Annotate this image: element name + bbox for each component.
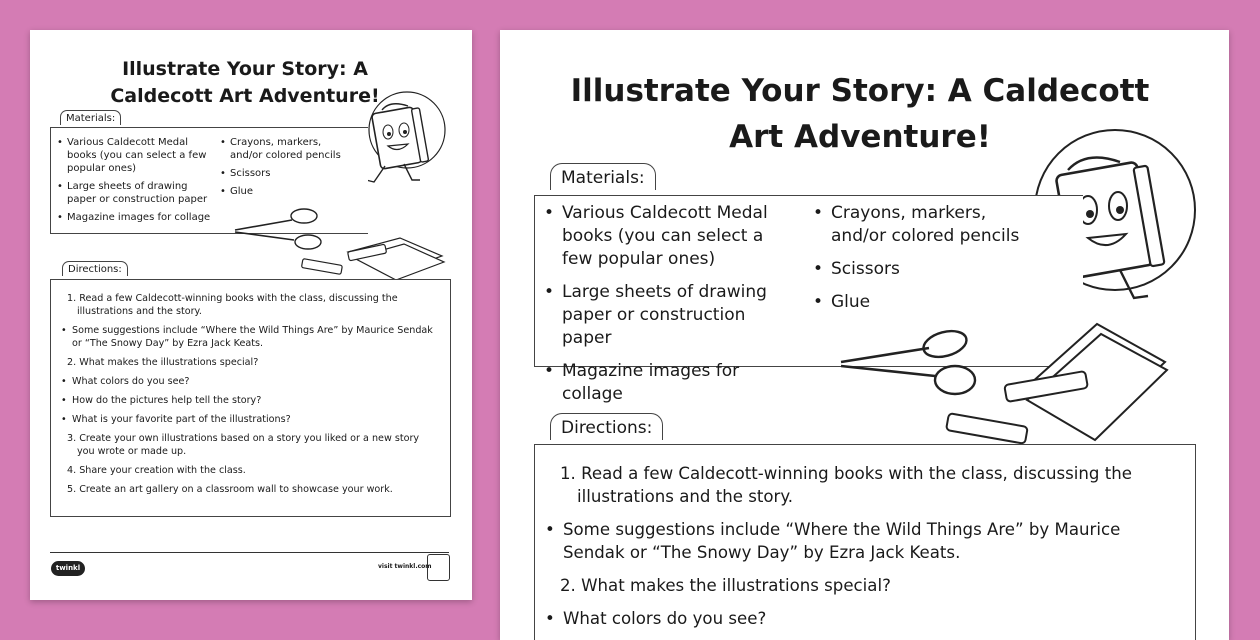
list-item: • What is your favorite part of the illustrations? — [61, 413, 437, 426]
directions-list — [67, 292, 437, 502]
list-item: • Glue — [220, 185, 355, 198]
list-item: • Magazine images for collage — [542, 360, 797, 406]
list-item: • Crayons, markers, and/or colored pencils — [811, 202, 1026, 248]
badge-icon — [427, 554, 450, 581]
worksheet-title: Illustrate Your Story: A Caldecott Art Adventure! — [570, 73, 1150, 155]
materials-label: Materials: — [60, 110, 121, 125]
worksheet-thumbnail — [30, 30, 472, 600]
list-item: • Large sheets of drawing paper or construction paper — [57, 180, 212, 206]
list-item: • Glue — [811, 291, 1026, 314]
book-character-icon — [360, 88, 460, 198]
list-item: • Scissors — [220, 167, 355, 180]
list-item: • Some suggestions include “Where the Wild Things Are” by Maurice Sendak or “The Snowy Day” by Ezra Jack Keats. — [545, 518, 1180, 564]
footer-divider — [50, 552, 449, 553]
art-supplies-icon — [835, 322, 1175, 452]
list-item: 1. Read a few Caldecott-winning books with the class, discussing the illustrations and the story. — [67, 293, 398, 317]
materials-label: Materials: — [550, 163, 656, 190]
materials-list-col2 — [220, 136, 355, 203]
list-item: 2. What makes the illustrations special? — [560, 576, 891, 595]
list-item: • What colors do you see? — [61, 375, 437, 388]
directions-label: Directions: — [62, 261, 128, 276]
list-item: • How do the pictures help tell the story? — [61, 394, 437, 407]
list-item: • Some suggestions include “Where the Wild Things Are” by Maurice Sendak or “The Snowy Day” by Ezra Jack Keats. — [61, 324, 437, 350]
list-item: 4. Share your creation with the class. — [67, 465, 246, 476]
twinkl-logo: twinkl — [51, 561, 85, 576]
list-item: • Large sheets of drawing paper or construction paper — [542, 281, 797, 350]
list-item: 5. Create an art gallery on a classroom wall to showcase your work. — [67, 484, 393, 495]
worksheet-title: Illustrate Your Story: A Caldecott Art Adventure! — [110, 58, 380, 107]
worksheet-detail — [500, 30, 1229, 640]
list-item: • Crayons, markers, and/or colored pencils — [220, 136, 355, 162]
list-item: 1. Read a few Caldecott-winning books with the class, discussing the illustrations and the story. — [560, 464, 1132, 506]
list-item: • Magazine images for collage — [57, 211, 212, 224]
list-item: • Various Caldecott Medal books (you can select a few popular ones) — [542, 202, 797, 271]
materials-list-col2 — [811, 202, 1026, 324]
visit-link-text: visit twinkl.com — [378, 563, 432, 570]
materials-list-col1 — [542, 202, 797, 416]
list-item: • Scissors — [811, 258, 1026, 281]
list-item: 2. What makes the illustrations special? — [67, 357, 259, 368]
directions-list — [560, 462, 1180, 640]
directions-label: Directions: — [550, 413, 663, 440]
list-item: • What colors do you see? — [545, 607, 1180, 630]
list-item: 3. Create your own illustrations based on a story you liked or a new story you wrote or made up. — [67, 433, 420, 457]
materials-list-col1 — [57, 136, 212, 229]
art-supplies-icon — [230, 202, 450, 282]
list-item: • Various Caldecott Medal books (you can select a few popular ones) — [57, 136, 212, 175]
